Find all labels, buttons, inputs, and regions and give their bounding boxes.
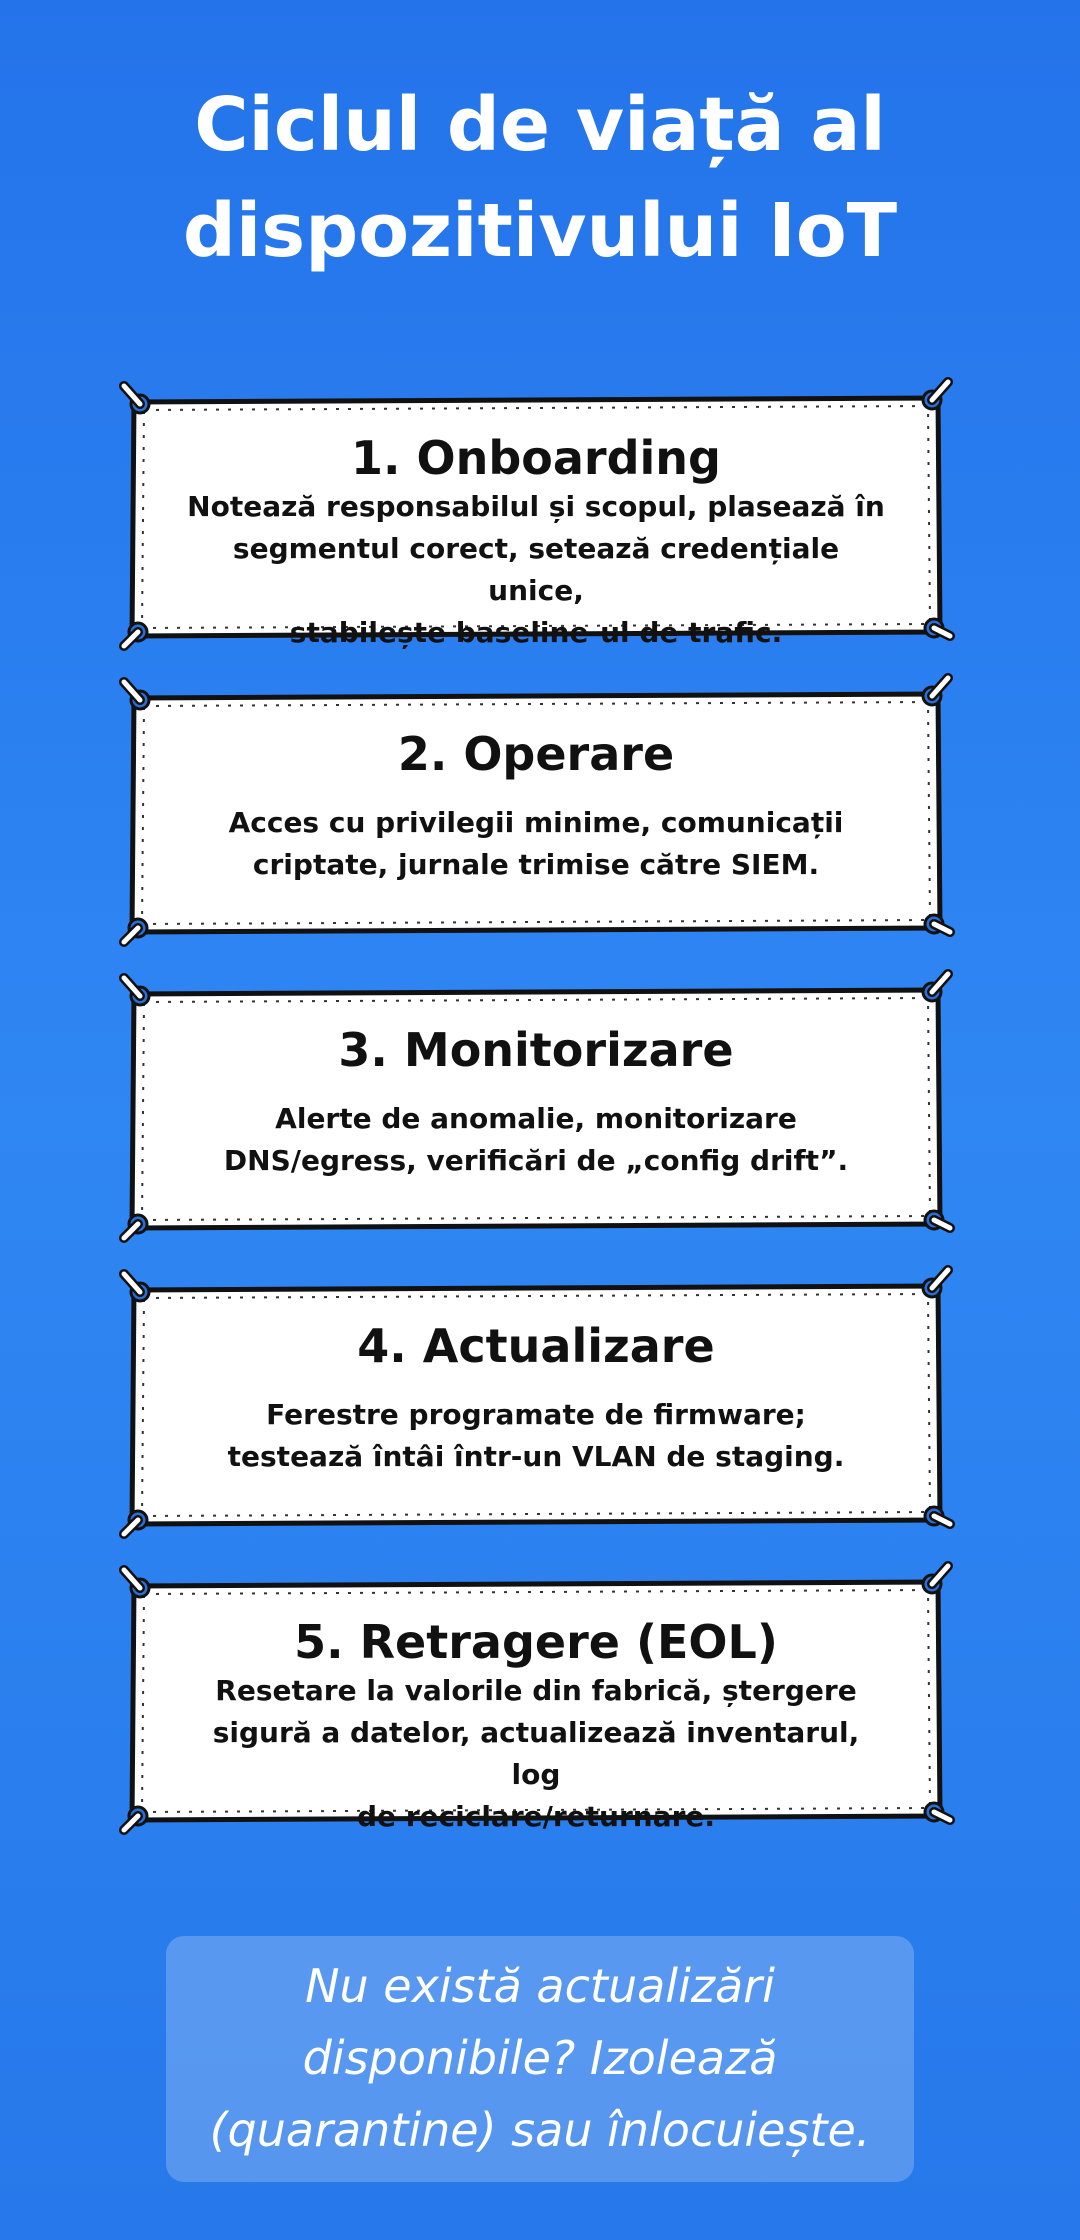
pin-icon — [124, 1215, 147, 1238]
lifecycle-card-operare — [132, 696, 940, 930]
card-description: Resetare la valorile din fabrică, ștergere sigură a datelor, actualizează inventarul, log de reciclare/returnare. — [212, 1674, 860, 1833]
card-description: Alerte de anomalie, monitorizare DNS/egress, verificări de „config drift”. — [223, 1102, 849, 1177]
card-title: 2. Operare — [397, 727, 675, 781]
pin-icon — [923, 678, 948, 705]
footer-note-line-2: disponibile? Izolează — [302, 2031, 778, 2085]
card-title: 4. Actualizare — [357, 1319, 715, 1373]
card-title: 3. Monitorizare — [338, 1023, 734, 1077]
page-title — [0, 72, 1080, 284]
page-title-line-2: dispozitivului IoT — [182, 188, 898, 274]
pin-icon — [923, 974, 948, 1001]
lifecycle-card-onboarding — [132, 400, 940, 649]
card-title: 1. Onboarding — [351, 431, 721, 485]
pin-icon — [124, 919, 147, 942]
card-description: Acces cu privilegii minime, comunicații criptate, jurnale trimise către SIEM. — [228, 806, 844, 881]
footer-note — [166, 1936, 914, 2182]
pin-icon — [124, 978, 149, 1005]
pin-icon — [923, 1270, 948, 1297]
pin-icon — [923, 382, 948, 409]
footer-note-line-1: Nu există actualizări — [305, 1959, 775, 2013]
pin-icon — [124, 1511, 147, 1534]
pin-icon — [124, 386, 149, 413]
pin-icon — [925, 915, 950, 933]
pin-icon — [124, 682, 149, 709]
lifecycle-card-retragere — [132, 1584, 940, 1833]
pin-icon — [925, 1507, 950, 1525]
card-title: 5. Retragere (EOL) — [294, 1615, 778, 1669]
pin-icon — [925, 1211, 950, 1229]
pin-icon — [923, 1566, 948, 1593]
pin-icon — [124, 1274, 149, 1301]
pin-icon — [124, 1570, 149, 1597]
lifecycle-card-monitorizare — [132, 992, 940, 1226]
card-description: Notează responsabilul și scopul, plasează în segmentul corect, setează credențiale unice, stabilește baseline-ul de trafic. — [187, 490, 885, 649]
footer-note-line-3: (quarantine) sau înlocuiește. — [209, 2103, 871, 2157]
card-description: Ferestre programate de firmware; testează întâi într-un VLAN de staging. — [227, 1398, 845, 1473]
lifecycle-card-actualizare — [132, 1288, 940, 1522]
page-title-line-1: Ciclul de viață al — [194, 82, 886, 168]
